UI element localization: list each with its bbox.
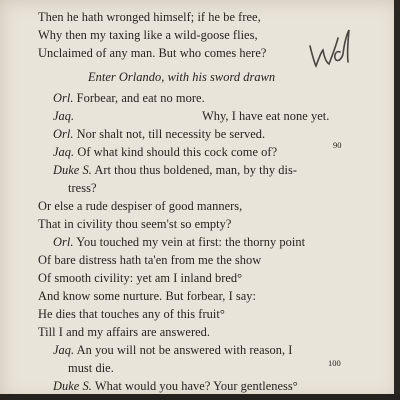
line-text: Why then my taxing like a wild-goose flies, (38, 28, 258, 42)
line-text: And know some nurture. But forbear, I say: (38, 289, 257, 303)
page-edge (0, 394, 400, 400)
verse-line (38, 271, 242, 285)
line-text: That in civility thou seem'st so empty? (38, 217, 232, 231)
stage-direction-text: Enter Orlando, with his sword drawn (88, 70, 276, 84)
handwritten-note-icon (306, 24, 366, 80)
line-text: Unclaimed of any man. But who comes here? (38, 46, 267, 60)
line-text: Of bare distress hath ta'en from me the show (38, 253, 262, 267)
line-text: He dies that touches any of this fruit° (38, 307, 225, 321)
speaker-name: Jaq. (53, 109, 75, 123)
line-text: What would you have? Your gentleness° (94, 379, 298, 393)
verse-line (38, 307, 225, 321)
line-text: Nor shalt not, till necessity be served. (76, 127, 266, 141)
speaker-name: Orl. (53, 127, 74, 141)
verse-line (53, 127, 265, 141)
speaker-name: Jaq. (53, 343, 75, 357)
verse-line (53, 235, 305, 249)
verse-line (68, 361, 114, 375)
verse-line (38, 253, 261, 267)
page-edge (394, 0, 400, 400)
line-text: Of what kind should this cock come of? (77, 145, 278, 159)
line-text: Till I and my affairs are answered. (38, 325, 211, 339)
line-text: tress? (68, 181, 97, 195)
speaker-name: Orl. (53, 235, 74, 249)
verse-line (202, 109, 329, 123)
verse-line (38, 217, 231, 231)
line-text: Then he hath wronged himself; if he be free, (38, 10, 261, 24)
verse-line (53, 109, 74, 123)
verse-line (53, 91, 205, 105)
line-text: An you will not be answered with reason, I (76, 343, 293, 357)
line-text: You touched my vein at first: the thorny point (76, 235, 306, 249)
speaker-name: Jaq. (53, 145, 75, 159)
verse-line (38, 289, 256, 303)
line-text: Art thou thus boldened, man, by thy dis- (94, 163, 297, 177)
line-text: Of smooth civility: yet am I inland bred° (38, 271, 243, 285)
verse-line (53, 145, 277, 159)
verse-line (38, 199, 242, 213)
line-text: Forbear, and eat no more. (76, 91, 205, 105)
verse-line (53, 343, 292, 357)
verse-line (53, 379, 298, 393)
stage-direction (88, 70, 275, 84)
speaker-name: Duke S. (53, 163, 92, 177)
verse-line (38, 325, 210, 339)
line-number: 100 (328, 358, 341, 368)
verse-line (53, 163, 297, 177)
line-text: Or else a rude despiser of good manners, (38, 199, 243, 213)
verse-line (38, 28, 258, 42)
line-text: must die. (68, 361, 114, 375)
verse-line (68, 181, 97, 195)
verse-line (38, 46, 266, 60)
line-text: Why, I have eat none yet. (202, 109, 330, 123)
verse-line (38, 10, 261, 24)
speaker-name: Duke S. (53, 379, 92, 393)
speaker-name: Orl. (53, 91, 74, 105)
line-number: 90 (333, 140, 342, 150)
